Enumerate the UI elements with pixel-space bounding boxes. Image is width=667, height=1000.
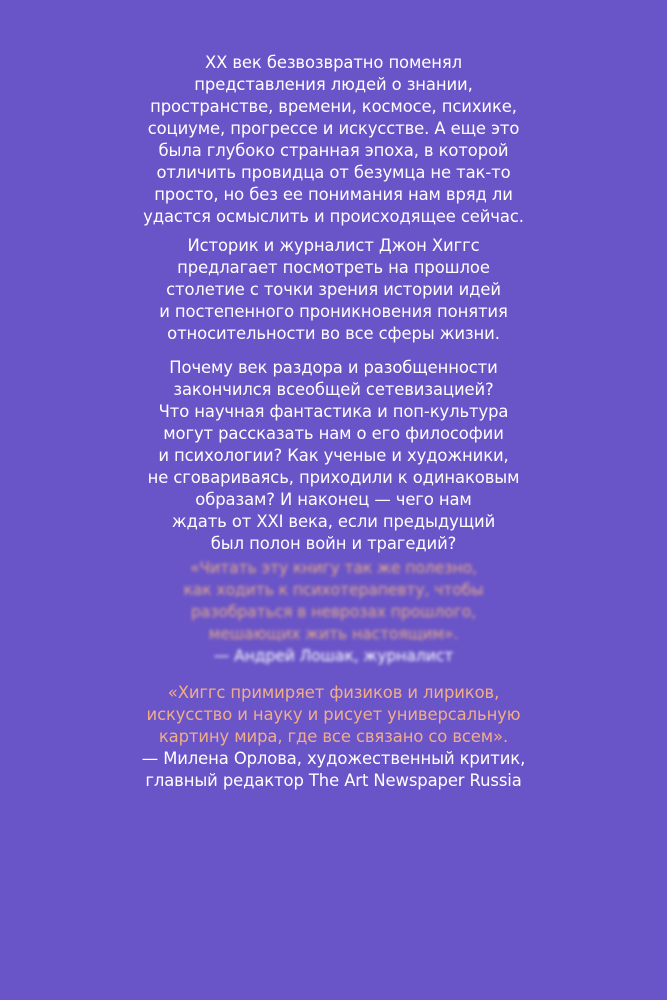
quote-line: разобраться в неврозах прошлого, bbox=[190, 603, 477, 621]
quote-attribution: главный редактор The Art Newspaper Russia bbox=[145, 771, 522, 790]
text-line: могут рассказать нам о его философии bbox=[163, 424, 504, 443]
review-quote-1 bbox=[40, 557, 627, 667]
description-paragraph-1 bbox=[40, 52, 627, 228]
quote-line: картину мира, где все связано со всем». bbox=[158, 727, 509, 746]
text-line: был полон войн и трагедий? bbox=[210, 534, 457, 553]
text-line: столетие с точки зрения истории идей bbox=[166, 280, 501, 299]
text-line: просто, но без ее понимания нам вряд ли bbox=[154, 185, 513, 204]
quote-line: искусство и науку и рисует универсальную bbox=[146, 705, 521, 724]
text-line: не сговариваясь, приходили к одинаковым bbox=[147, 468, 520, 487]
text-line: социуме, прогрессе и искусстве. А еще это bbox=[147, 119, 520, 138]
quote-line: как ходить к психотерапевту, чтобы bbox=[183, 581, 484, 599]
quote-attribution: — Милена Орлова, художественный критик, bbox=[141, 749, 526, 768]
text-line: и психологии? Как ученые и художники, bbox=[158, 446, 509, 465]
text-line: предлагает посмотреть на прошлое bbox=[177, 258, 490, 277]
quote-attribution: — Андрей Лошак, журналист bbox=[213, 647, 454, 665]
text-line: удастся осмыслить и происходящее сейчас. bbox=[143, 207, 524, 226]
text-line: и постепенного проникновения понятия bbox=[159, 302, 508, 321]
review-quote-2 bbox=[40, 682, 627, 792]
text-line: представления людей о знании, bbox=[194, 75, 473, 94]
quote-line: «Хиггс примиряет физиков и лириков, bbox=[167, 683, 500, 702]
text-line: закончился всеобщей сетевизацией? bbox=[173, 380, 494, 399]
text-line: ждать от XXI века, если предыдущий bbox=[171, 512, 496, 531]
description-paragraph-2 bbox=[40, 235, 627, 345]
text-line: относительности во все сферы жизни. bbox=[167, 324, 500, 343]
description-paragraph-3 bbox=[40, 357, 627, 555]
text-line: пространстве, времени, космосе, психике, bbox=[150, 97, 517, 116]
text-line: Историк и журналист Джон Хиггс bbox=[187, 236, 480, 255]
quote-line: «Читать эту книгу так же полезно, bbox=[190, 559, 477, 577]
text-line: образам? И наконец — чего нам bbox=[195, 490, 472, 509]
text-line: была глубоко странная эпоха, в которой bbox=[158, 141, 509, 160]
text-line: Что научная фантастика и поп-культура bbox=[158, 402, 509, 421]
quote-line: мешающих жить настоящим». bbox=[208, 625, 459, 643]
text-line: отличить провидца от безумца не так-то bbox=[156, 163, 511, 182]
text-line: Почему век раздора и разобщенности bbox=[169, 358, 498, 377]
text-line: XX век безвозвратно поменял bbox=[205, 53, 462, 72]
